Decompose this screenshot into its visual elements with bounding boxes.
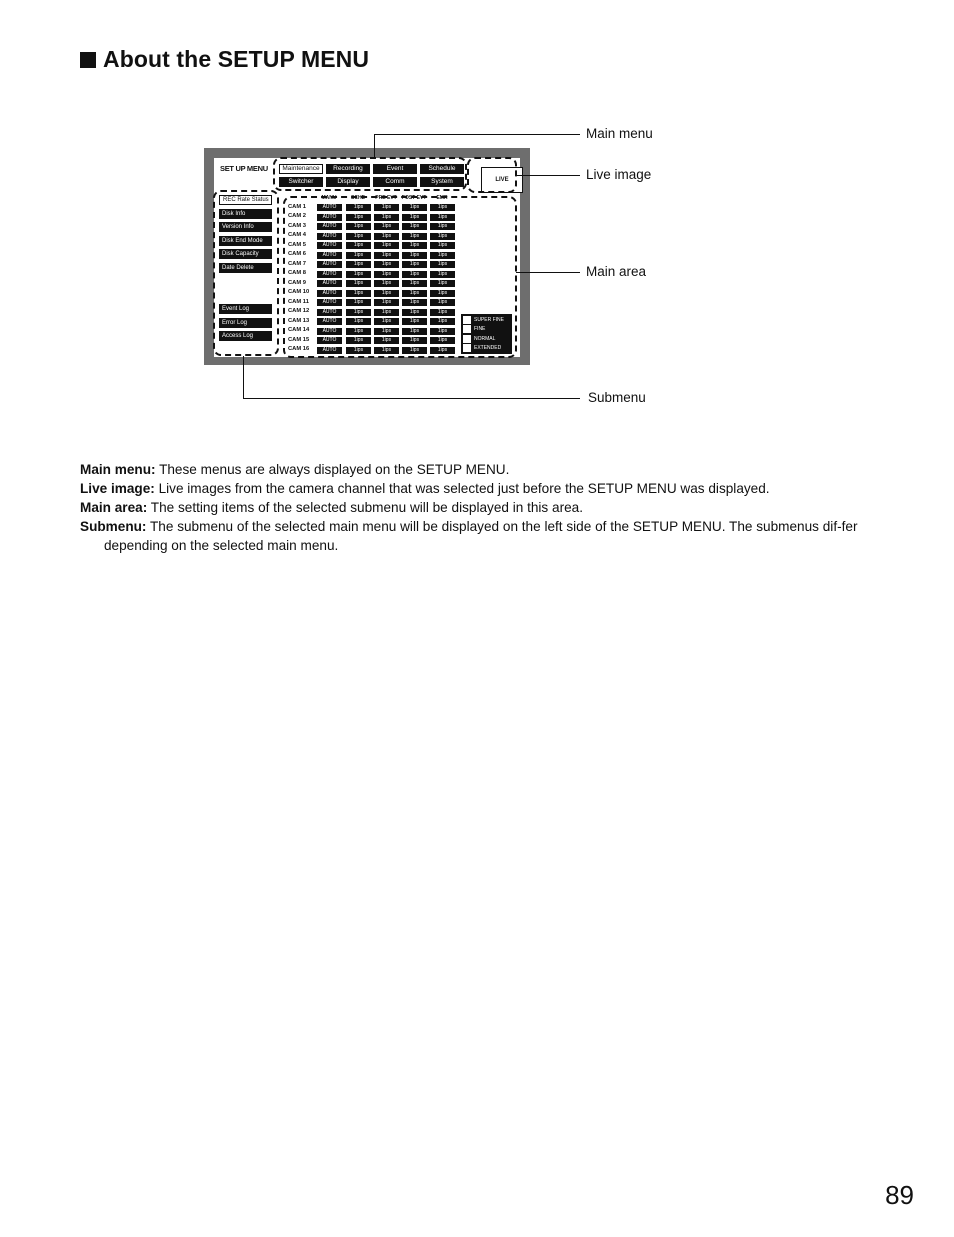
rate-cell[interactable]: 1ips [430,280,455,287]
rate-cell[interactable]: 1ips [374,347,399,354]
main-menu-schedule-button[interactable]: Schedule [420,164,464,174]
page-number: 89 [885,1180,914,1210]
camera-label: CAM 4 [288,232,307,238]
submenu-disk-end-mode-button[interactable]: Disk End Mode [219,236,272,246]
main-area-outline [283,196,517,358]
rate-cell[interactable]: 1ips [430,204,455,211]
rate-cell[interactable]: AUTO [317,242,342,249]
rate-cell[interactable]: 1ips [402,214,427,221]
rate-cell[interactable]: 1ips [374,328,399,335]
submenu-version-info-button[interactable]: Version Info [219,222,272,232]
rate-cell[interactable]: 1ips [430,347,455,354]
rate-cell[interactable]: 1ips [374,271,399,278]
rate-cell[interactable]: 1ips [402,252,427,259]
main-menu-system-button[interactable]: System [420,177,464,187]
live-image-callout: Live image [586,167,652,182]
camera-label: CAM 1 [288,203,307,210]
rate-cell[interactable]: 1ips [374,290,399,297]
submenu-outline [213,190,279,356]
submenu-event-log-button[interactable]: Event Log [219,304,272,314]
legend-label: NORMAL [474,335,496,342]
live-image-leader [516,175,580,176]
rate-cell[interactable]: 1ips [346,223,371,230]
rate-cell[interactable]: AUTO [317,328,342,335]
rate-cell[interactable]: 1ips [402,318,427,325]
rate-cell[interactable]: 1ips [430,271,455,278]
submenu-disk-info-button[interactable]: Disk Info [219,209,272,219]
rate-cell[interactable]: 1ips [402,309,427,316]
rate-cell[interactable]: 1ips [346,252,371,259]
table-header-manu: MANU [321,195,337,201]
submenu-access-log-button[interactable]: Access Log [219,331,272,341]
setup-menu-title: SET UP MENU [220,164,268,173]
live-image-outline [467,157,517,193]
camera-label: CAM 7 [288,260,307,267]
rate-cell[interactable]: 1ips [346,347,371,354]
legend-label: EXTENDED [474,345,502,352]
rate-cell[interactable]: 1ips [430,290,455,297]
camera-label: CAM 14 [288,327,310,333]
rate-cell[interactable]: 1ips [402,337,427,344]
rate-cell[interactable]: AUTO [317,290,342,297]
submenu-callout: Submenu [588,390,646,405]
rate-cell[interactable]: AUTO [317,252,342,259]
main-menu-maintenance-button[interactable]: Maintenance [279,164,323,174]
rate-cell[interactable]: AUTO [317,214,342,221]
rate-cell[interactable]: 1ips [346,242,371,249]
rate-cell[interactable]: AUTO [317,318,342,325]
rate-cell[interactable]: 1ips [430,242,455,249]
main-menu-leader-h [374,134,580,135]
rate-cell[interactable]: 1ips [346,261,371,268]
submenu-disk-capacity-button[interactable]: Disk Capacity [219,249,272,259]
rate-cell[interactable]: 1ips [430,318,455,325]
rate-cell[interactable]: 1ips [346,309,371,316]
rate-cell[interactable]: 1ips [402,261,427,268]
rate-cell[interactable]: 1ips [374,214,399,221]
rate-cell[interactable]: AUTO [317,261,342,268]
camera-label: CAM 13 [288,317,310,324]
main-menu-leader-v [374,134,375,158]
rate-cell[interactable]: 1ips [374,204,399,211]
rate-cell[interactable]: AUTO [317,337,342,344]
submenu-leader-h [243,398,580,399]
main-menu-event-button[interactable]: Event [373,164,417,174]
camera-label: CAM 6 [288,251,307,257]
main-menu-comm-button[interactable]: Comm [373,177,417,187]
rate-cell[interactable]: 1ips [374,337,399,344]
rate-cell[interactable]: 1ips [402,347,427,354]
desc-live-image: Live image: Live images from the camera channel that was selected just before the SETUP MENU was displayed. [80,481,770,496]
rate-cell[interactable]: 1ips [430,223,455,230]
rate-cell[interactable]: 1ips [402,223,427,230]
heading-text: About the SETUP MENU [103,46,370,72]
rate-cell[interactable]: 1ips [346,328,371,335]
camera-label: CAM 2 [288,213,307,219]
desc-main-area: Main area: The setting items of the selected submenu will be displayed in this area. [80,500,583,515]
rate-cell[interactable]: 1ips [402,280,427,287]
rate-cell[interactable]: 1ips [346,299,371,306]
rate-cell[interactable]: 1ips [402,290,427,297]
main-menu-display-button[interactable]: Display [326,177,370,187]
camera-label: CAM 8 [288,270,307,276]
rate-cell[interactable]: 1ips [346,214,371,221]
rate-cell[interactable]: 1ips [374,252,399,259]
rate-cell[interactable]: 1ips [374,318,399,325]
rate-cell[interactable]: 1ips [374,299,399,306]
rate-cell[interactable]: 1ips [374,309,399,316]
camera-label: CAM 9 [288,279,307,286]
main-area-leader [516,272,580,273]
main-menu-switcher-button[interactable]: Switcher [279,177,323,187]
rate-cell[interactable]: 1ips [374,242,399,249]
rate-cell[interactable]: 1ips [430,214,455,221]
rate-cell[interactable]: AUTO [317,347,342,354]
submenu-date-delete-button[interactable]: Date Delete [219,263,272,273]
submenu-leader-v [243,356,244,399]
camera-label: CAM 16 [288,346,310,352]
square-bullet-icon [80,52,96,68]
main-menu-outline [273,157,467,191]
rate-cell[interactable]: 1ips [374,233,399,240]
rate-cell[interactable]: 1ips [430,252,455,259]
legend-label: FINE [474,326,486,333]
rate-cell[interactable]: 1ips [374,261,399,268]
rate-cell[interactable]: 1ips [402,328,427,335]
rate-cell[interactable]: AUTO [317,233,342,240]
table-header-pre-evt: PRE EVT [375,195,397,201]
main-menu-callout: Main menu [586,126,653,141]
main-area-callout: Main area [586,264,647,279]
rate-cell[interactable]: 1ips [430,299,455,306]
rate-cell[interactable]: 1ips [346,318,371,325]
camera-label: CAM 11 [288,298,309,305]
table-header-emr: EMR [436,195,448,201]
rate-cell[interactable]: 1ips [346,271,371,278]
rate-cell[interactable]: 1ips [430,233,455,240]
table-header-sche: SCHE [351,195,365,201]
rate-cell[interactable]: 1ips [374,223,399,230]
rate-cell[interactable]: 1ips [346,290,371,297]
page-heading [80,46,369,73]
desc-submenu: Submenu: The submenu of the selected main menu will be displayed on the left side of the SETUP MENU. The submenus dif-fer depending on the selected main menu. [80,519,858,553]
rate-cell[interactable]: 1ips [346,280,371,287]
rate-cell[interactable]: 1ips [402,242,427,249]
rate-cell[interactable]: AUTO [317,309,342,316]
main-menu-recording-button[interactable]: Recording [326,164,370,174]
rate-cell[interactable]: AUTO [317,280,342,287]
rate-cell[interactable]: 1ips [402,299,427,306]
camera-label: CAM 10 [288,289,310,295]
rate-cell[interactable]: 1ips [402,233,427,240]
rate-cell[interactable]: 1ips [346,337,371,344]
rate-cell[interactable]: AUTO [317,223,342,230]
table-header-post-evt: POST EVT [401,195,427,201]
camera-label: CAM 5 [288,241,307,248]
rate-cell[interactable]: AUTO [317,271,342,278]
rate-cell[interactable]: 1ips [430,328,455,335]
rate-cell[interactable]: 1ips [430,337,455,344]
camera-label: CAM 3 [288,222,307,229]
legend-label: SUPER FINE [474,316,505,323]
rate-cell[interactable]: AUTO [317,299,342,306]
description [80,460,880,555]
rate-cell[interactable]: 1ips [430,261,455,268]
rate-cell[interactable]: 1ips [402,271,427,278]
rate-cell[interactable]: 1ips [374,280,399,287]
rate-cell[interactable]: 1ips [346,233,371,240]
rate-cell[interactable]: 1ips [346,204,371,211]
live-image-box: LIVE [481,167,523,193]
camera-label: CAM 15 [288,336,310,343]
camera-label: CAM 12 [288,308,310,314]
submenu-rec-rate-status-button[interactable]: REC Rate Status [219,195,272,205]
rate-cell[interactable]: 1ips [402,204,427,211]
rate-cell[interactable]: 1ips [430,309,455,316]
submenu-error-log-button[interactable]: Error Log [219,318,272,328]
desc-main-menu: Main menu: These menus are always displayed on the SETUP MENU. [80,462,510,477]
rate-cell[interactable]: AUTO [317,204,342,211]
